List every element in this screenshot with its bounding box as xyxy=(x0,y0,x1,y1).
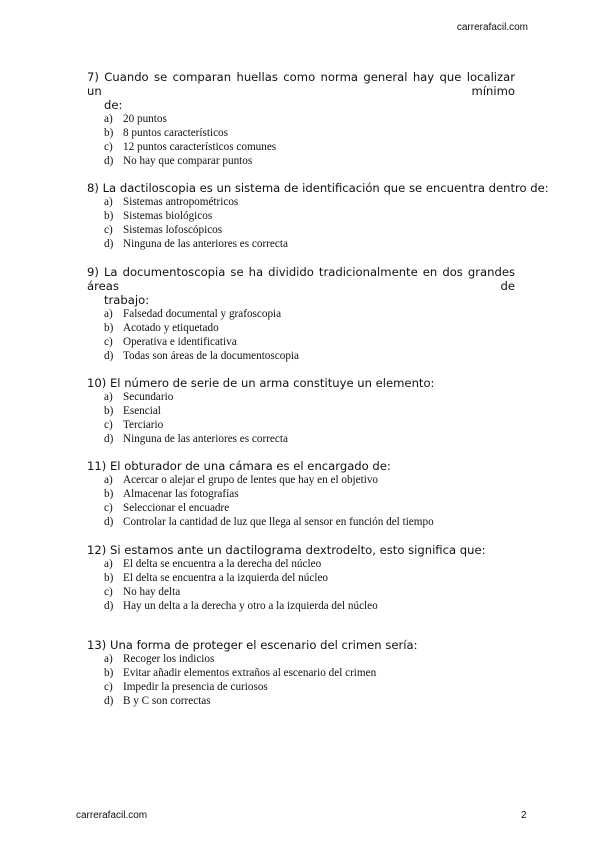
option-text: 12 puntos característicos comunes xyxy=(123,141,277,153)
option-letter: c) xyxy=(104,419,113,431)
answer-option[interactable] xyxy=(87,223,527,237)
answer-option[interactable] xyxy=(87,140,515,154)
answer-option[interactable] xyxy=(87,154,515,168)
option-letter: c) xyxy=(104,224,113,236)
option-letter: b) xyxy=(104,405,114,417)
option-letter: d) xyxy=(104,433,114,445)
option-text: El delta se encuentra a la izquierda del núcleo xyxy=(123,572,329,584)
option-letter: a) xyxy=(104,196,113,208)
option-text: Terciario xyxy=(123,419,164,431)
answer-option[interactable] xyxy=(87,599,515,613)
option-letter: b) xyxy=(104,127,114,139)
option-letter: b) xyxy=(104,210,114,222)
question-10 xyxy=(87,376,515,446)
option-letter: d) xyxy=(104,155,114,167)
answer-options xyxy=(87,652,515,708)
answer-option[interactable] xyxy=(87,515,515,529)
answer-option[interactable] xyxy=(87,321,515,335)
question-text: 9) La documentoscopia se ha dividido tradicionalmente en dos grandes áreas de xyxy=(87,265,515,293)
footer-site: carrerafacil.com xyxy=(76,810,148,821)
question-text: 8) La dactiloscopia es un sistema de identificación que se encuentra dentro de: xyxy=(87,181,549,195)
option-letter: b) xyxy=(104,572,114,584)
option-text: Todas son áreas de la documentoscopia xyxy=(123,350,299,362)
option-text: Sistemas biológicos xyxy=(123,210,213,222)
answer-option[interactable] xyxy=(87,335,515,349)
option-letter: c) xyxy=(104,681,113,693)
option-text: 20 puntos xyxy=(123,113,167,125)
answer-options xyxy=(87,557,515,613)
question-text: 12) Si estamos ante un dactilograma dextrodelto, esto significa que: xyxy=(87,543,486,557)
option-text: Esencial xyxy=(123,405,161,417)
option-text: Evitar añadir elementos extraños al escenario del crimen xyxy=(123,667,377,679)
option-text: Sistemas antropométricos xyxy=(123,196,239,208)
option-letter: b) xyxy=(104,488,114,500)
question-12 xyxy=(87,543,515,613)
question-7 xyxy=(87,70,515,168)
answer-option[interactable] xyxy=(87,680,515,694)
answer-option[interactable] xyxy=(87,126,515,140)
question-text: 11) El obturador de una cámara es el encargado de: xyxy=(87,459,391,473)
question-text: 13) Una forma de proteger el escenario del crimen sería: xyxy=(87,638,418,652)
question-13 xyxy=(87,638,515,708)
option-text: Seleccionar el encuadre xyxy=(123,502,230,514)
answer-option[interactable] xyxy=(87,473,515,487)
page-number: 2 xyxy=(521,810,527,821)
option-text: 8 puntos característicos xyxy=(123,127,229,139)
option-text: No hay que comparar puntos xyxy=(123,155,253,167)
answer-option[interactable] xyxy=(87,237,527,251)
answer-option[interactable] xyxy=(87,557,515,571)
option-letter: c) xyxy=(104,586,113,598)
option-letter: a) xyxy=(104,653,113,665)
question-text-continuation: de: xyxy=(104,98,123,112)
answer-options xyxy=(87,195,527,251)
answer-option[interactable] xyxy=(87,487,515,501)
answer-option[interactable] xyxy=(87,390,515,404)
question-text-continuation: trabajo: xyxy=(104,293,150,307)
answer-options xyxy=(87,307,515,363)
option-letter: c) xyxy=(104,141,113,153)
answer-option[interactable] xyxy=(87,652,515,666)
answer-option[interactable] xyxy=(87,585,515,599)
option-text: Acercar o alejar el grupo de lentes que hay en el objetivo xyxy=(123,474,379,486)
answer-option[interactable] xyxy=(87,209,527,223)
answer-option[interactable] xyxy=(87,571,515,585)
option-text: Recoger los indicios xyxy=(123,653,215,665)
option-letter: c) xyxy=(104,336,113,348)
question-8 xyxy=(87,181,549,251)
option-letter: d) xyxy=(104,516,114,528)
option-letter: a) xyxy=(104,558,113,570)
option-letter: b) xyxy=(104,667,114,679)
question-text: 7) Cuando se comparan huellas como norma general hay que localizar un mínimo xyxy=(87,70,515,98)
option-letter: a) xyxy=(104,308,113,320)
question-text: 10) El número de serie de un arma constituye un elemento: xyxy=(87,376,435,390)
answer-option[interactable] xyxy=(87,404,515,418)
answer-option[interactable] xyxy=(87,666,515,680)
option-text: B y C son correctas xyxy=(123,695,211,707)
option-text: Falsedad documental y grafoscopia xyxy=(123,308,282,320)
answer-options xyxy=(87,112,515,168)
option-letter: d) xyxy=(104,600,114,612)
option-text: No hay delta xyxy=(123,586,181,598)
answer-option[interactable] xyxy=(87,694,515,708)
header-site: carrerafacil.com xyxy=(456,22,528,33)
answer-options xyxy=(87,390,515,446)
answer-option[interactable] xyxy=(87,112,515,126)
answer-option[interactable] xyxy=(87,501,515,515)
option-letter: d) xyxy=(104,238,114,250)
question-11 xyxy=(87,459,515,529)
option-letter: d) xyxy=(104,350,114,362)
option-text: Controlar la cantidad de luz que llega al sensor en función del tiempo xyxy=(123,516,434,528)
answer-option[interactable] xyxy=(87,432,515,446)
option-letter: a) xyxy=(104,391,113,403)
option-text: Sistemas lofoscópicos xyxy=(123,224,223,236)
answer-option[interactable] xyxy=(87,349,515,363)
answer-options xyxy=(87,473,515,529)
answer-option[interactable] xyxy=(87,418,515,432)
option-text: Ninguna de las anteriores es correcta xyxy=(123,238,288,250)
option-text: Operativa e identificativa xyxy=(123,336,237,348)
option-letter: c) xyxy=(104,502,113,514)
option-letter: a) xyxy=(104,474,113,486)
option-text: El delta se encuentra a la derecha del núcleo xyxy=(123,558,322,570)
option-text: Acotado y etiquetado xyxy=(123,322,219,334)
question-9 xyxy=(87,265,515,363)
option-text: Hay un delta a la derecha y otro a la izquierda del núcleo xyxy=(123,600,378,612)
answer-option[interactable] xyxy=(87,307,515,321)
option-text: Secundario xyxy=(123,391,174,403)
option-letter: d) xyxy=(104,695,114,707)
option-text: Almacenar las fotografías xyxy=(123,488,239,500)
option-letter: b) xyxy=(104,322,114,334)
option-letter: a) xyxy=(104,113,113,125)
option-text: Impedir la presencia de curiosos xyxy=(123,681,268,693)
answer-option[interactable] xyxy=(87,195,527,209)
option-text: Ninguna de las anteriores es correcta xyxy=(123,433,288,445)
